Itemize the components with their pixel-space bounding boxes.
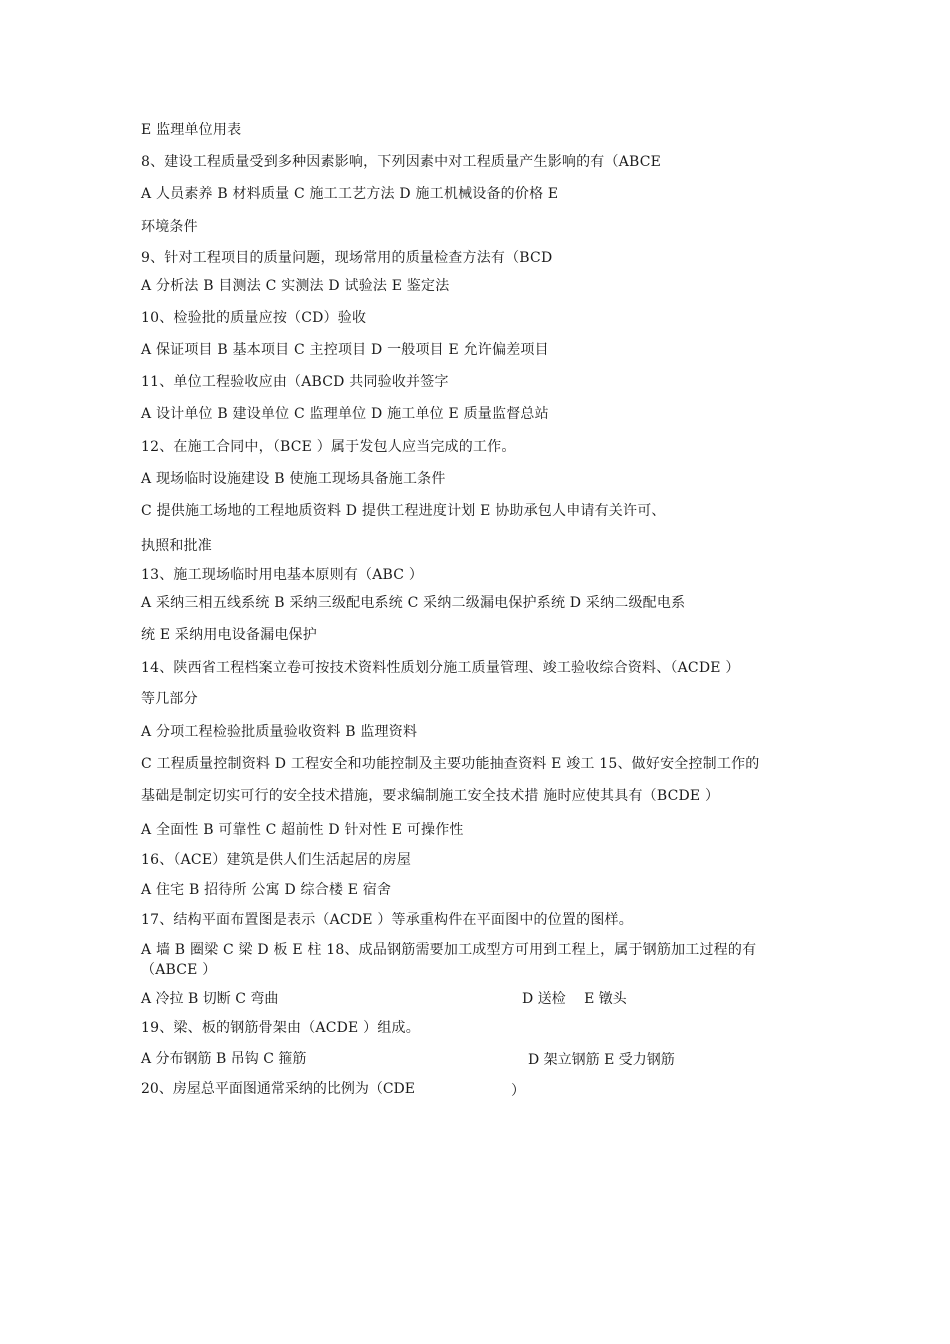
question-16: 16、（ACE）建筑是供人们生活起居的房屋	[141, 852, 412, 868]
question-20-close: ）	[511, 1083, 525, 1099]
question-17-options: A 墙 B 圈梁 C 梁 D 板 E 柱 18、成品钢筋需要加工成型方可用到工程上，属于钢筋加工过程的有	[141, 942, 757, 958]
question-12-options: A 现场临时设施建设 B 使施工现场具备施工条件	[141, 471, 446, 487]
text-line: 等几部分	[141, 691, 198, 707]
text-line: 环境条件	[141, 219, 198, 235]
question-8-options: A 人员素养 B 材料质量 C 施工工艺方法 D 施工机械设备的价格 E	[141, 186, 559, 202]
question-13-options: 统 E 采纳用电设备漏电保护	[141, 627, 317, 643]
question-14: 14、陕西省工程档案立卷可按技术资料性质划分施工质量管理、竣工验收综合资料、（ACDE ）	[141, 660, 740, 676]
question-16-options: A 住宅 B 招待所 公寓 D 综合楼 E 宿舍	[141, 882, 392, 898]
question-10: 10、检验批的质量应按（CD）验收	[141, 310, 367, 326]
question-13-options: A 采纳三相五线系统 B 采纳三级配电系统 C 采纳二级漏电保护系统 D 采纳二级配电系	[141, 595, 686, 611]
question-10-options: A 保证项目 B 基本项目 C 主控项目 D 一般项目 E 允许偏差项目	[141, 342, 549, 358]
question-12-options: C 提供施工场地的工程地质资料 D 提供工程进度计划 E 协助承包人申请有关许可、	[141, 503, 666, 519]
question-11: 11、单位工程验收应由（ABCD 共同验收并签字	[141, 374, 449, 390]
question-8: 8、建设工程质量受到多种因素影响，下列因素中对工程质量产生影响的有（ABCE	[141, 154, 662, 170]
question-15: 基础是制定切实可行的安全技术措施，要求编制施工安全技术措 施时应使其具有（BCDE ）	[141, 788, 720, 804]
question-18-options-right: D 送检 E 镦头	[522, 991, 627, 1007]
question-14-options: A 分项工程检验批质量验收资料 B 监理资料	[141, 724, 418, 740]
question-13: 13、施工现场临时用电基本原则有（ABC ）	[141, 567, 424, 583]
question-19-options-left: A 分布钢筋 B 吊钩 C 箍筋	[141, 1051, 307, 1067]
question-9: 9、针对工程项目的质量问题，现场常用的质量检查方法有（BCD	[141, 250, 553, 266]
question-14-options: C 工程质量控制资料 D 工程安全和功能控制及主要功能抽查资料 E 竣工 15、做好安全控制工作的	[141, 756, 760, 772]
text-line: 执照和批准	[141, 538, 212, 554]
question-11-options: A 设计单位 B 建设单位 C 监理单位 D 施工单位 E 质量监督总站	[141, 406, 549, 422]
question-19-options-right: D 架立钢筋 E 受力钢筋	[528, 1052, 675, 1068]
question-18-answer: （ABCE ）	[141, 962, 217, 978]
question-15-options: A 全面性 B 可靠性 C 超前性 D 针对性 E 可操作性	[141, 822, 464, 838]
question-12: 12、在施工合同中，（BCE ）属于发包人应当完成的工作。	[141, 439, 516, 455]
question-19: 19、梁、板的钢筋骨架由（ACDE ）组成。	[141, 1020, 420, 1036]
question-17: 17、结构平面布置图是表示（ACDE ）等承重构件在平面图中的位置的图样。	[141, 912, 633, 928]
question-18-options-left: A 冷拉 B 切断 C 弯曲	[141, 991, 279, 1007]
question-9-options: A 分析法 B 目测法 C 实测法 D 试验法 E 鉴定法	[141, 278, 450, 294]
text-line: E 监理单位用表	[141, 122, 242, 138]
question-20: 20、房屋总平面图通常采纳的比例为（CDE	[141, 1081, 415, 1097]
